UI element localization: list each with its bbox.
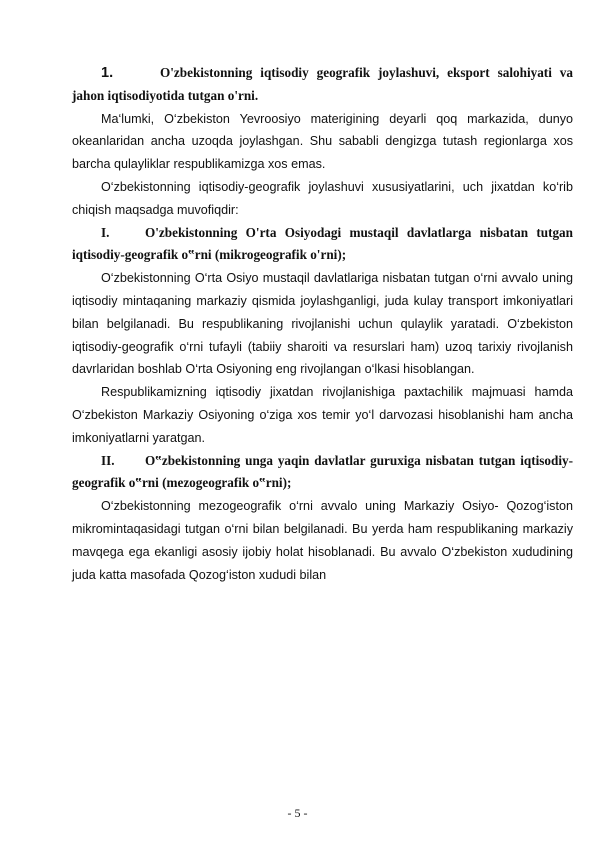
paragraph: Respublikamizning iqtisodiy jixatdan rivojlanishiga paxtachilik majmuasi hamda O‘zbekiston Markaziy Osiyoning o‘ziga xos temir yo‘l darvozasi hisoblanishi ham ancha imkoniyatlarni yaratgan. <box>72 385 573 445</box>
section-title: O‟zbekistonning unga yaqin davlatlar guruxiga nisbatan tutgan iqtisodiy-geografik o‟rni (mezogeografik o‟rni); <box>72 452 573 491</box>
section-number: 1. <box>101 65 114 81</box>
section-heading-3 <box>72 450 573 496</box>
section-title: O'zbekistonning iqtisodiy geografik joylashuvi, eksport salohiyati va jahon iqtisodiyotida tutgan o'rni. <box>72 65 573 103</box>
page-number: - 5 - <box>287 806 308 820</box>
section-heading-1 <box>72 62 573 108</box>
paragraph: O‘zbekistonning O‘rta Osiyo mustaqil davlatlariga nisbatan tutgan o‘rni avvalo uning iqtisodiy mintaqaning markaziy qismida joylashganligi, juda kulay transport imkoniyatlari bilan belgilanadi. Bu respublikaning rivojlanishi uchun qulaylik yaratadi. O‘zbekiston iqtisodiy-geografik o‘rni tufayli (tabiiy sharoiti va resurslari ham) uzoq tarixiy rivojlanish davrlaridan boshlab O‘rta Osiyoning eng rivojlangan o‘lkasi hisoblangan. <box>72 271 573 377</box>
paragraph: Ma‘lumki, O‘zbekiston Yevroosiyo materigining deyarli qoq markazida, dunyo okeanlaridan ancha uzoqda joylashgan. Shu sababli dengizga tutash regionlarga xos barcha qulayliklar respublikamizga xos emas. <box>72 111 573 172</box>
document-page <box>72 62 573 586</box>
section-title: O'zbekistonning O'rta Osiyodagi mustaqil davlatlarga nisbatan tutgan iqtisodiy-geografik o‟rni (mikrogeografik o'rni); <box>72 224 573 263</box>
section-number: II. <box>101 452 115 468</box>
section-heading-2 <box>72 222 573 268</box>
paragraph: O‘zbekistonning iqtisodiy-geografik joylashuvi xususiyatlarini, uch jixatdan ko‘rib chiqish maqsadga muvofiqdir: <box>72 179 573 217</box>
paragraph: O‘zbekistonning mezogeografik o‘rni avvalo uning Markaziy Osiyo- Qozog‘iston mikromintaqasidagi tutgan o‘rni bilan belgilanadi. Bu yerda ham respublikaning markaziy mavqega ega ekanligi asosiy ijobiy holat hisoblanadi. Bu avvalo O‘zbekiston xududining juda katta masofada Qozog‘iston xududi bilan <box>72 499 573 582</box>
section-number: I. <box>101 224 110 240</box>
